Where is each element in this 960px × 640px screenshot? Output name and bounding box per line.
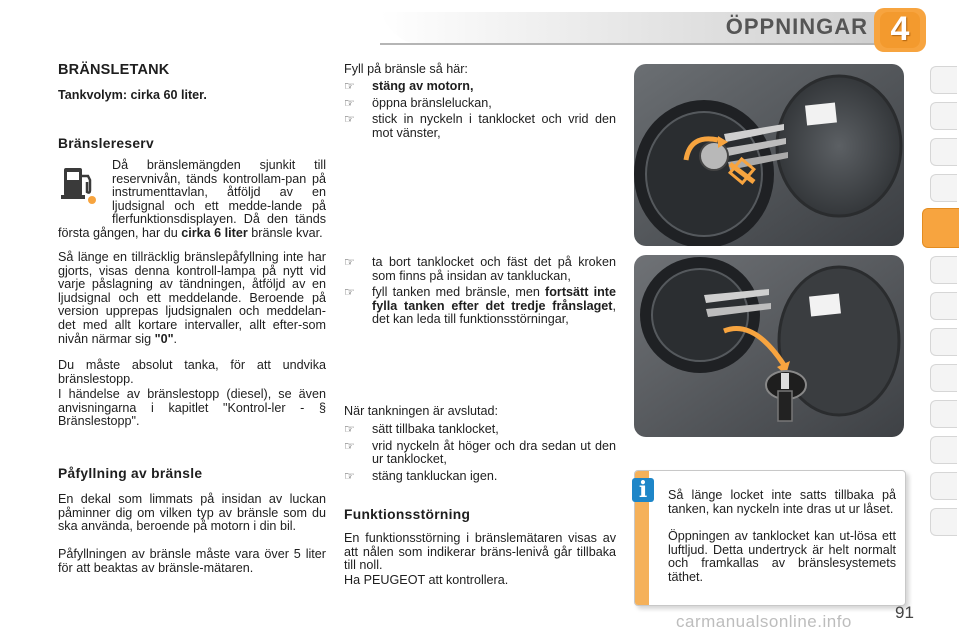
reserve-p2-text: Så länge en tillräcklig bränslepåfyllning inte har gjorts, visas denna kontroll-lampa på nytt vid varje påslagning av tändningen, åtföljd av en ljudsignal och ett meddelande. Beroende på version upprepas ljudsignalen och meddelan-det med allt kortare intervaller, allt efter-som nivån närmar sig [58, 250, 326, 346]
reserve-zero: "0" [154, 331, 174, 346]
malfunction-paragraph-2: Ha PEUGEOT att kontrollera. [344, 573, 509, 587]
step-text-end: , det kan leda till funktionsstörningar, [372, 298, 616, 327]
step-warning: fortsätt inte fylla tanken efter det tredje frånslaget [372, 285, 617, 313]
step-text: öppna bränsleluckan, [372, 95, 492, 110]
step-item [344, 256, 616, 283]
reserve-paragraph-2 [58, 251, 326, 346]
step-text: vrid nyckeln åt höger och dra sedan ut den ur tanklocket, [372, 438, 616, 467]
malfunction-paragraph-1: En funktionsstörning i bränslemätaren visas av att nålen som indikerar bräns-lenivå går tillbaka till noll. [344, 531, 616, 573]
after-intro: När tankningen är avslutad: [344, 404, 499, 418]
fuel-flap-key-photo [634, 64, 904, 246]
malfunction-heading: Funktionsstörning [344, 507, 471, 522]
reserve-amount: cirka 6 liter [181, 225, 248, 240]
step-text: stäng av motorn, [372, 79, 474, 93]
info-icon: i [632, 478, 654, 502]
section-heading: BRÄNSLETANK [58, 62, 170, 78]
step-item [344, 97, 616, 111]
step-text: sätt tillbaka tanklocket, [372, 422, 499, 436]
hand-pointer-icon: ☞ [344, 79, 355, 93]
info-paragraph-2: Öppningen av tanklocket kan ut-lösa ett luftljud. Detta undertryck är helt normalt och framkallas av bränslesystemets täthet. [668, 529, 896, 584]
tank-capacity: Tankvolym: cirka 60 liter. [58, 88, 207, 102]
step-text: fyll tanken med bränsle, men [372, 285, 546, 300]
procedure-steps-3 [344, 423, 616, 486]
hand-pointer-icon: ☞ [344, 422, 355, 436]
reserve-paragraph-3: Du måste absolut tanka, för att undvika bränslestopp. [58, 358, 326, 386]
step-item [344, 286, 616, 327]
chapter-tab[interactable] [930, 292, 957, 320]
chapter-tab[interactable] [930, 174, 957, 202]
fuel-cap-hook-photo [634, 255, 904, 437]
chapter-number: 4 [890, 10, 910, 48]
watermark: carmanualsonline.info [676, 612, 852, 631]
page-title: ÖPPNINGAR [725, 14, 868, 39]
step-item [344, 440, 616, 467]
refuel-heading: Påfyllning av bränsle [58, 466, 203, 481]
hand-pointer-icon: ☞ [344, 468, 355, 483]
step-item [344, 470, 616, 484]
reserve-heading: Bränslereserv [58, 136, 154, 151]
chapter-tab[interactable] [930, 508, 957, 536]
step-item [344, 80, 616, 94]
hand-pointer-icon: ☞ [344, 112, 355, 127]
procedure-steps-2 [344, 256, 616, 330]
reserve-p2-end: . [173, 331, 178, 346]
step-item [344, 113, 616, 140]
step-text: ta bort tanklocket och fäst det på kroken som finns på insidan av tankluckan, [372, 255, 616, 283]
reserve-paragraph-4: I händelse av bränslestopp (diesel), se även anvisningarna i kapitlet "Kontrol-ler - § Bränslestopp". [58, 387, 326, 429]
refuel-paragraph-2: Påfyllningen av bränsle måste vara över 5 liter för att beaktas av bränsle-mätaren. [58, 547, 326, 575]
chapter-tab[interactable] [930, 436, 957, 464]
hand-pointer-icon: ☞ [344, 438, 355, 453]
chapter-tab[interactable] [930, 256, 957, 284]
chapter-tab[interactable] [930, 66, 957, 94]
reserve-paragraph-1 [58, 159, 326, 241]
step-text: stick in nyckeln i tanklocket och vrid den mot vänster, [372, 112, 616, 140]
chapter-tab[interactable] [930, 328, 957, 356]
chapter-tab-active[interactable] [922, 208, 959, 248]
step-text: stäng tankluckan igen. [372, 468, 498, 483]
chapter-tab[interactable] [930, 400, 957, 428]
chapter-tab[interactable] [930, 472, 957, 500]
chapter-tab[interactable] [930, 102, 957, 130]
chapter-tab[interactable] [930, 364, 957, 392]
reserve-text-c: bränsle kvar. [247, 225, 323, 240]
chapter-tab[interactable] [930, 138, 957, 166]
refuel-paragraph-1: En dekal som limmats på insidan av luckan påminner dig om vilken typ av bränsle som du ska använda, beroende på motorn i din bil. [58, 492, 326, 534]
reserve-text-a: Då bränslemängden sjunkit till reservnivån, tänds kontrollam-pan på instrumenttavlan, åtföljd av en ljudsignal och ett medde-lande på flerfunktionsdisplayen. Då den tänds första gången, har du [58, 158, 326, 240]
hand-pointer-icon: ☞ [344, 285, 355, 300]
procedure-intro: Fyll på bränsle så här: [344, 62, 468, 76]
hand-pointer-icon: ☞ [344, 255, 355, 269]
hand-pointer-icon: ☞ [344, 95, 355, 110]
step-item [344, 423, 616, 437]
chapter-tabs [928, 66, 960, 586]
info-paragraph-1: Så länge locket inte satts tillbaka på tanken, kan nyckeln inte dras ut ur låset. [668, 488, 896, 516]
page-number: 91 [895, 603, 914, 622]
procedure-steps-1 [344, 80, 616, 143]
